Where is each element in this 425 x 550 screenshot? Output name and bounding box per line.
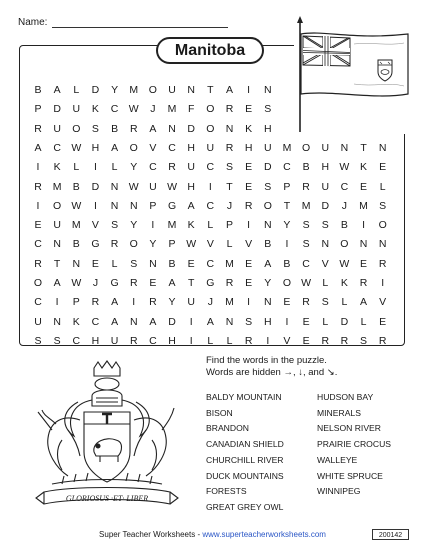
grid-letter: N — [168, 122, 176, 135]
grid-letter: H — [321, 161, 330, 174]
grid-letter: I — [132, 296, 136, 309]
grid-letter: F — [187, 103, 195, 116]
grid-letter: T — [53, 257, 61, 270]
grid-letter: R — [321, 334, 330, 347]
grid-letter: L — [341, 296, 348, 309]
grid-letter: G — [110, 277, 119, 289]
grid-letter: A — [149, 122, 157, 135]
grid-letter: O — [378, 219, 387, 232]
word-item: WHITE SPRUCE — [317, 470, 383, 481]
grid-letter: M — [52, 180, 62, 193]
grid-letter: M — [359, 199, 368, 212]
grid-letter: L — [322, 277, 329, 289]
grid-letter: H — [91, 141, 100, 154]
grid-letter: E — [187, 257, 195, 270]
grid-letter: H — [91, 334, 100, 347]
word-item: NELSON RIVER — [317, 423, 381, 434]
grid-letter: U — [34, 315, 42, 328]
grid-letter: O — [72, 122, 81, 135]
grid-letter: E — [360, 257, 368, 270]
grid-letter: D — [340, 315, 349, 328]
grid-letter: W — [339, 257, 350, 270]
grid-letter: B — [283, 257, 291, 270]
grid-letter: T — [226, 180, 233, 193]
grid-letter: O — [282, 277, 292, 289]
grid-letter: Y — [283, 219, 291, 232]
grid-letter: D — [321, 199, 330, 212]
grid-letter: W — [71, 277, 82, 289]
grid-letter: N — [187, 84, 195, 96]
grid-letter: N — [53, 315, 61, 328]
grid-letter: D — [91, 84, 100, 96]
grid-letter: I — [151, 219, 155, 232]
grid-letter: I — [247, 296, 251, 309]
grid-letter: C — [340, 180, 349, 193]
grid-letter: J — [226, 199, 233, 212]
grid-letter: C — [206, 161, 215, 174]
grid-letter: N — [225, 315, 234, 328]
grid-letter: S — [130, 257, 138, 270]
grid-letter: I — [381, 277, 385, 289]
grid-letter: U — [187, 161, 195, 174]
grid-letter: C — [72, 334, 81, 347]
grid-letter: C — [149, 161, 157, 174]
grid-letter: S — [111, 219, 119, 232]
grid-letter: O — [129, 238, 138, 251]
grid-letter: U — [187, 296, 195, 309]
footer — [0, 530, 425, 539]
grid-letter: N — [321, 238, 330, 251]
grid-letter: E — [302, 315, 310, 328]
grid-letter: W — [167, 180, 177, 193]
grid-letter: E — [360, 180, 368, 193]
grid-letter: M — [225, 296, 234, 309]
grid-letter: R — [91, 296, 100, 309]
grid-letter: O — [53, 199, 62, 212]
grid-letter: W — [128, 103, 139, 116]
crest-area — [22, 360, 192, 520]
instructions — [206, 355, 337, 379]
grid-letter: P — [72, 296, 80, 309]
grid-letter: S — [360, 334, 368, 347]
grid-letter: I — [362, 219, 365, 232]
grid-letter: R — [302, 296, 310, 309]
grid-letter: R — [149, 296, 157, 309]
grid-letter: R — [34, 122, 42, 135]
grid-letter: I — [285, 238, 289, 251]
word-item: CANADIAN SHIELD — [206, 439, 284, 450]
grid-letter: R — [359, 277, 368, 289]
grid-letter: R — [244, 199, 253, 212]
grid-letter: N — [340, 141, 349, 154]
grid-letter: R — [34, 180, 42, 193]
grid-letter: H — [168, 334, 176, 347]
grid-letter: Y — [149, 238, 157, 251]
grid-letter: Y — [111, 84, 119, 96]
grid-letter: D — [168, 315, 176, 328]
grid-letter: C — [206, 257, 215, 270]
grid-letter: A — [53, 84, 61, 96]
grid-letter: U — [206, 141, 215, 154]
grid-letter: N — [359, 238, 368, 251]
grid-letter: E — [283, 296, 291, 309]
grid-letter: N — [225, 122, 234, 135]
grid-letter: E — [302, 334, 310, 347]
grid-letter: L — [111, 161, 118, 174]
grid-letter: C — [168, 141, 176, 154]
grid-letter: S — [34, 334, 42, 347]
grid-letter: N — [264, 219, 272, 232]
grid-letter: P — [168, 238, 176, 251]
grid-letter: P — [283, 180, 291, 193]
grid-letter: T — [187, 277, 195, 289]
grid-letter: C — [110, 103, 119, 116]
word-item: BISON — [206, 407, 233, 418]
grid-letter: A — [34, 141, 42, 154]
grid-letter: I — [93, 161, 97, 174]
grid-letter: V — [149, 141, 157, 154]
grid-letter: L — [207, 219, 214, 232]
grid-letter: E — [379, 161, 387, 174]
grid-letter: E — [245, 103, 253, 116]
grid-letter: L — [207, 334, 214, 347]
grid-letter: S — [302, 219, 310, 232]
grid-letter: C — [53, 141, 61, 154]
grid-letter: E — [379, 315, 387, 328]
grid-letter: C — [283, 161, 291, 174]
grid-letter: S — [264, 180, 272, 193]
grid-letter: S — [302, 238, 310, 251]
name-label: Name: — [18, 17, 48, 28]
grid-letter: V — [283, 334, 291, 347]
grid-letter: V — [245, 238, 253, 251]
grid-letter: O — [148, 84, 157, 96]
grid-letter: U — [53, 122, 61, 135]
grid-letter: U — [168, 84, 176, 96]
grid-letter: P — [34, 103, 42, 116]
word-item: FORESTS — [206, 486, 247, 497]
grid-letter: I — [208, 180, 212, 193]
grid-letter: R — [129, 277, 138, 289]
grid-letter: V — [206, 238, 214, 251]
grid-letter: N — [149, 257, 157, 270]
grid-letter: A — [111, 296, 119, 309]
grid-letter: A — [360, 296, 368, 309]
grid-letter: A — [187, 199, 195, 212]
grid-letter: B — [34, 84, 42, 96]
puzzle-title: Manitoba — [156, 37, 264, 64]
grid-letter: E — [245, 257, 253, 270]
word-item: GREAT GREY OWL — [206, 501, 284, 512]
grid-letter: S — [91, 122, 99, 135]
grid-letter: C — [302, 257, 310, 270]
grid-letter: U — [53, 219, 61, 232]
grid-letter: B — [168, 257, 176, 270]
grid-letter: I — [36, 199, 40, 212]
grid-letter: C — [91, 315, 100, 328]
grid-letter: U — [149, 180, 157, 193]
word-item: WINNIPEG — [317, 486, 361, 497]
grid-letter: O — [340, 238, 349, 251]
grid-letter: S — [379, 199, 387, 212]
grid-letter: R — [340, 334, 349, 347]
grid-letter: E — [245, 180, 253, 193]
word-item: DUCK MOUNTAINS — [206, 470, 284, 481]
grid-letter: A — [111, 141, 119, 154]
grid-letter: M — [282, 141, 292, 154]
grid-letter: L — [322, 315, 329, 328]
grid-letter: R — [129, 122, 138, 135]
word-item: PRAIRIE CROCUS — [317, 439, 392, 450]
grid-letter: L — [379, 180, 386, 193]
word-list-column-1 — [206, 390, 284, 516]
grid-letter: P — [225, 219, 233, 232]
grid-letter: Y — [168, 296, 176, 309]
crest-motto: GLORIOSUS ·ET· LIBER — [65, 494, 149, 503]
word-item: BRANDON — [206, 423, 249, 434]
grid-letter: T — [360, 141, 367, 154]
grid-letter: R — [378, 257, 387, 270]
grid-letter: R — [34, 257, 42, 270]
grid-letter: S — [225, 161, 233, 174]
grid-letter: I — [55, 296, 59, 309]
grid-letter: J — [207, 296, 213, 309]
grid-letter: E — [149, 277, 157, 289]
grid-letter: D — [187, 122, 195, 135]
word-item: MINERALS — [317, 407, 361, 418]
grid-letter: P — [149, 199, 157, 212]
grid-letter: U — [264, 141, 272, 154]
grid-letter: N — [129, 315, 138, 328]
grid-letter: H — [264, 122, 272, 135]
grid-letter: B — [72, 238, 80, 251]
grid-letter: E — [245, 161, 253, 174]
grid-letter: S — [53, 334, 61, 347]
grid-letter: K — [187, 219, 195, 232]
grid-letter: S — [245, 315, 253, 328]
grid-letter: U — [110, 334, 119, 347]
grid-letter: M — [129, 84, 139, 96]
grid-letter: U — [321, 141, 330, 154]
grid-letter: O — [129, 141, 138, 154]
grid-letter: B — [340, 219, 348, 232]
grid-letter: V — [379, 296, 387, 309]
grid-letter: N — [110, 180, 119, 193]
grid-letter: K — [72, 315, 80, 328]
footer-prefix: Super Teacher Worksheets - — [99, 530, 203, 539]
grid-letter: D — [91, 180, 100, 193]
grid-letter: C — [149, 334, 157, 347]
grid-letter: N — [129, 199, 138, 212]
grid-letter: N — [264, 296, 272, 309]
grid-letter: R — [225, 141, 234, 154]
grid-letter: U — [72, 103, 81, 116]
grid-letter: N — [72, 257, 81, 270]
grid-letter: S — [321, 296, 329, 309]
word-item: HUDSON BAY — [317, 392, 374, 402]
grid-letter: R — [225, 103, 234, 116]
grid-letter: W — [339, 161, 350, 174]
grid-letter: V — [91, 219, 99, 232]
instructions-line-1: Find the words in the puzzle. — [206, 355, 327, 366]
grid-letter: D — [53, 103, 61, 116]
grid-letter: N — [378, 238, 387, 251]
grid-letter: O — [33, 277, 43, 289]
grid-letter: L — [73, 84, 80, 96]
grid-letter: R — [110, 238, 119, 251]
grid-letter: A — [53, 277, 61, 289]
grid-letter: I — [189, 334, 193, 347]
grid-letter: B — [264, 238, 272, 251]
grid-letter: K — [245, 122, 253, 135]
grid-letter: W — [301, 277, 312, 289]
grid-letter: W — [186, 238, 197, 251]
word-item: CHURCHILL RIVER — [206, 454, 284, 465]
grid-letter: C — [34, 296, 42, 309]
grid-letter: J — [150, 103, 156, 116]
grid-letter: M — [71, 219, 81, 232]
grid-letter: R — [244, 334, 253, 347]
grid-letter: C — [206, 199, 215, 212]
grid-letter: O — [302, 141, 311, 154]
grid-letter: R — [129, 334, 138, 347]
grid-letter: I — [189, 315, 193, 328]
grid-letter: N — [53, 238, 61, 251]
word-item: WALLEYE — [317, 454, 358, 465]
grid-letter: A — [168, 277, 176, 289]
grid-letter: N — [378, 141, 387, 154]
grid-letter: S — [264, 103, 272, 116]
grid-letter: T — [283, 199, 291, 212]
grid-letter: I — [247, 84, 251, 96]
grid-letter: W — [71, 141, 82, 154]
grid-letter: C — [34, 238, 42, 251]
worksheet-code: 200142 — [372, 529, 409, 540]
grid-letter: M — [301, 199, 311, 212]
grid-letter: L — [226, 238, 233, 251]
grid-letter: K — [53, 161, 61, 174]
grid-letter: B — [72, 180, 80, 193]
grid-letter: V — [321, 257, 329, 270]
grid-letter: N — [110, 199, 119, 212]
grid-letter: Y — [130, 161, 138, 174]
grid-letter: I — [285, 315, 289, 328]
grid-letter: H — [187, 141, 195, 154]
grid-letter: R — [168, 161, 176, 174]
grid-letter: N — [264, 84, 272, 96]
grid-letter: L — [73, 161, 80, 174]
grid-letter: S — [321, 219, 329, 232]
grid-letter: K — [360, 161, 368, 174]
grid-letter: I — [247, 219, 251, 232]
instructions-line-2: Words are hidden →, ↓, and ↘. — [206, 367, 338, 378]
word-item: BALDY MOUNTAIN — [206, 392, 282, 402]
grid-letter: O — [263, 199, 272, 212]
grid-letter: A — [225, 84, 233, 96]
grid-letter: L — [111, 257, 118, 270]
grid-letter: O — [206, 103, 215, 116]
grid-letter: T — [207, 84, 214, 96]
grid-letter: U — [321, 180, 330, 193]
grid-letter: D — [264, 161, 272, 174]
grid-letter: H — [244, 141, 253, 154]
grid-letter: M — [225, 257, 234, 270]
grid-letter: I — [266, 334, 270, 347]
grid-letter: W — [71, 199, 82, 212]
grid-letter: O — [206, 122, 215, 135]
grid-letter: Y — [130, 219, 138, 232]
grid-letter: M — [167, 219, 177, 232]
grid-letter: L — [226, 334, 233, 347]
grid-letter: W — [128, 180, 139, 193]
grid-letter: G — [167, 199, 177, 212]
grid-letter: I — [93, 199, 97, 212]
grid-letter: R — [302, 180, 310, 193]
grid-letter: I — [36, 161, 40, 174]
grid-letter: R — [378, 334, 387, 347]
crest-icon — [22, 360, 192, 520]
grid-letter: R — [225, 277, 234, 289]
grid-letter: A — [149, 315, 157, 328]
grid-letter: B — [302, 161, 310, 174]
grid-letter: A — [206, 315, 214, 328]
grid-letter: E — [34, 219, 42, 232]
footer-link[interactable]: www.superteacherworksheets.com — [202, 530, 326, 539]
grid-letter: L — [360, 315, 367, 328]
grid-letter: A — [264, 257, 272, 270]
grid-letter: J — [341, 199, 348, 212]
grid-letter: Y — [264, 277, 272, 289]
grid-letter: B — [111, 122, 119, 135]
grid-letter: E — [91, 257, 99, 270]
grid-letter: G — [206, 277, 215, 289]
grid-letter: K — [91, 103, 99, 116]
grid-letter: H — [264, 315, 272, 328]
grid-letter: J — [92, 277, 99, 289]
grid-letter: A — [111, 315, 119, 328]
grid-letter: M — [167, 103, 177, 116]
grid-letter: E — [245, 277, 253, 289]
grid-letter: K — [340, 277, 348, 289]
word-list-column-2 — [317, 390, 391, 500]
grid-letter: G — [91, 238, 100, 251]
grid-letter: H — [187, 180, 195, 193]
